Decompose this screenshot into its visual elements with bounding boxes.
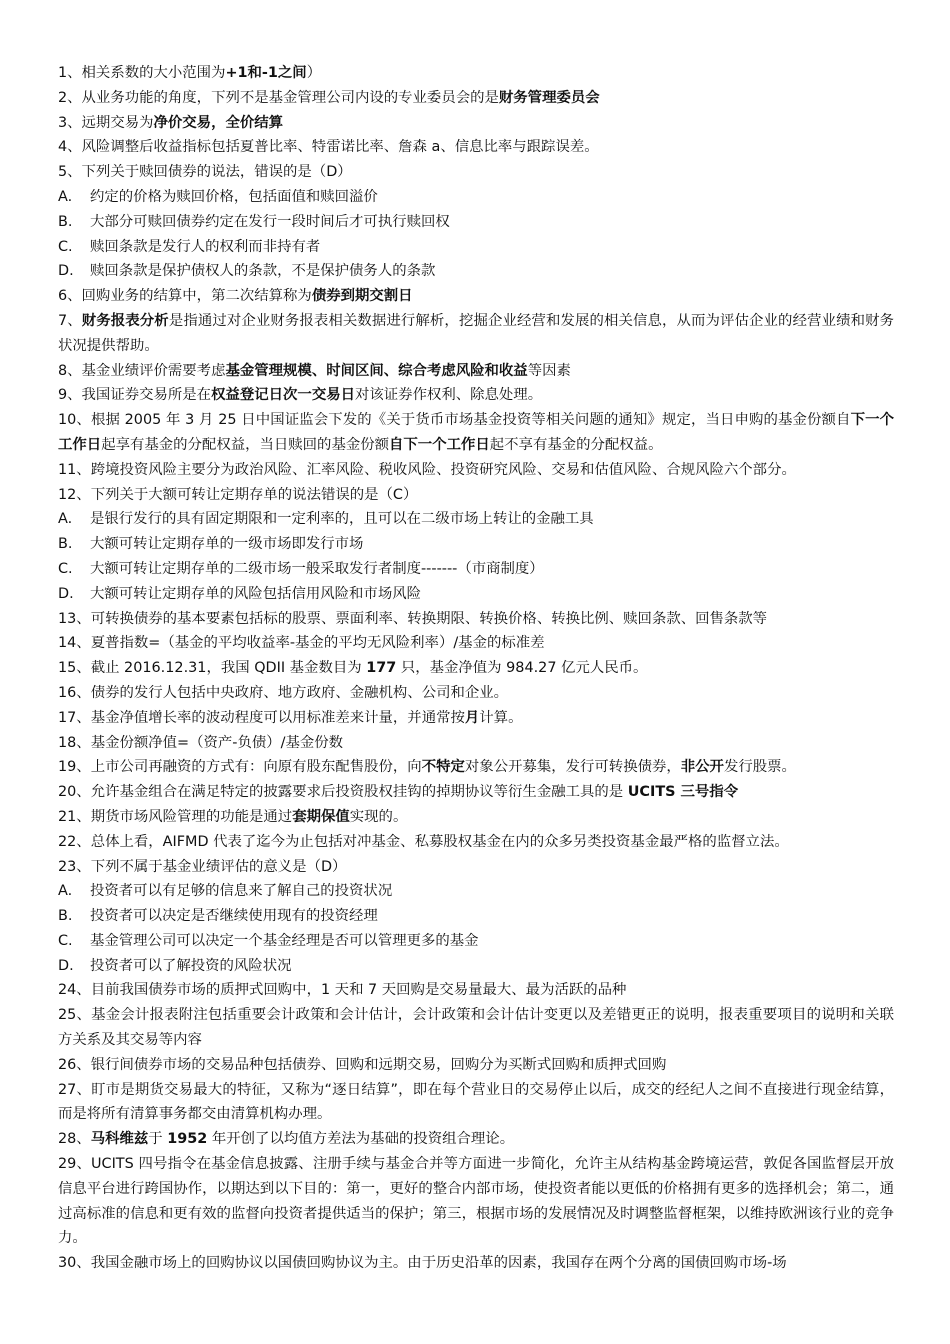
item-14: 14、夏普指数=（基金的平均收益率-基金的平均无风险利率）/基金的标准差 [58, 635, 545, 652]
item-5-option-a: A. 约定的价格为赎回价格，包括面值和赎回溢价 [58, 188, 378, 205]
item-17: 17、基金净值增长率的波动程度可以用标准差来计量，并通常按月计算。 [58, 709, 523, 726]
item-24: 24、目前我国债券市场的质押式回购中，1 天和 7 天回购是交易量最大、最为活跃的品种 [58, 982, 627, 999]
item-2: 2、从业务功能的角度，下列不是基金管理公司内设的专业委员会的是财务管理委员会 [58, 89, 600, 106]
item-5-option-c: C. 赎回条款是发行人的权利而非持有者 [58, 238, 321, 255]
item-21: 21、期货市场风险管理的功能是通过套期保值实现的。 [58, 808, 408, 825]
item-1: 1、相关系数的大小范围为+1和-1之间） [58, 65, 322, 81]
item-23: 23、下列不属于基金业绩评估的意义是（D） [58, 858, 347, 875]
item-4: 4、风险调整后收益指标包括夏普比率、特雷诺比率、詹森 a、信息比率与跟踪误差。 [58, 139, 599, 156]
item-11: 11、跨境投资风险主要分为政治风险、汇率风险、税收风险、投资研究风险、交易和估值风险、合规风险六个部分。 [58, 461, 796, 478]
item-12-option-b: B. 大额可转让定期存单的一级市场即发行市场 [58, 536, 364, 553]
item-26: 26、银行间债券市场的交易品种包括债券、回购和远期交易，回购分为买断式回购和质押式回购 [58, 1056, 667, 1073]
item-15: 15、截止 2016.12.31，我国 QDII 基金数目为 177 只，基金净值为 984.27 亿元人民币。 [58, 660, 648, 677]
item-18: 18、基金份额净值=（资产-负债）/基金份数 [58, 734, 344, 751]
item-23-option-d: D. 投资者可以了解投资的风险状况 [58, 957, 292, 974]
item-3: 3、远期交易为净价交易，全价结算 [58, 114, 284, 131]
item-12-option-a: A. 是银行发行的具有固定期限和一定利率的，且可以在二级市场上转让的金融工具 [58, 511, 594, 528]
item-23-option-c: C. 基金管理公司可以决定一个基金经理是否可以管理更多的基金 [58, 932, 479, 949]
item-27: 27、盯市是期货交易最大的特征，又称为“逐日结算”，即在每个营业日的交易停止以后，成交的经纪人之间不直接进行现金结算，而是将所有清算事务都交由清算机构办理。 [58, 1081, 894, 1123]
item-13: 13、可转换债券的基本要素包括标的股票、票面利率、转换期限、转换价格、转换比例、赎回条款、回售条款等 [58, 610, 768, 627]
item-5-option-d: D. 赎回条款是保护债权人的条款，不是保护债务人的条款 [58, 263, 436, 280]
item-6: 6、回购业务的结算中，第二次结算称为债券到期交割日 [58, 288, 413, 305]
item-28: 28、马科维兹于 1952 年开创了以均值方差法为基础的投资组合理论。 [58, 1131, 515, 1148]
item-9: 9、我国证券交易所是在权益登记日次一交易日对该证券作权利、除息处理。 [58, 387, 543, 404]
item-29: 29、UCITS 四号指令在基金信息披露、注册手续与基金合并等方面进一步简化，允许主从结构基金跨境运营，敦促各国监督层开放信息平台进行跨国协作，以期达到以下目的：第一，更好的整合内部市场，使投资者能以更低的价格拥有更多的选择机会；第二，通过高标准的信息和更有效的监督向投资者提供适当的保护；第三，根据市场的发展情况及时调整监督框架，以维持欧洲该行业的竞争力。 [58, 1156, 894, 1247]
item-19: 19、上市公司再融资的方式有：向原有股东配售股份，向不特定对象公开募集，发行可转换债券，非公开发行股票。 [58, 759, 796, 776]
item-23-option-a: A. 投资者可以有足够的信息来了解自己的投资状况 [58, 883, 393, 900]
item-12-option-c: C. 大额可转让定期存单的二级市场一般采取发行者制度-------（市商制度） [58, 560, 544, 577]
item-30: 30、我国金融市场上的回购协议以国债回购协议为主。由于历史沿革的因素，我国存在两个分离的国债回购市场-场 [58, 1255, 787, 1272]
item-16: 16、债券的发行人包括中央政府、地方政府、金融机构、公司和企业。 [58, 684, 509, 701]
item-7: 7、财务报表分析是指通过对企业财务报表相关数据进行解析，挖掘企业经营和发展的相关信息，从而为评估企业的经营业绩和财务状况提供帮助。 [58, 312, 894, 354]
item-20: 20、允许基金组合在满足特定的披露要求后投资股权挂钩的掉期协议等衍生金融工具的是 UCITS 三号指令 [58, 784, 739, 801]
item-23-option-b: B. 投资者可以决定是否继续使用现有的投资经理 [58, 908, 378, 925]
item-22: 22、总体上看，AIFMD 代表了迄今为止包括对冲基金、私募股权基金在内的众多另类投资基金最严格的监督立法。 [58, 833, 789, 850]
item-12: 12、下列关于大额可转让定期存单的说法错误的是（C） [58, 486, 418, 503]
item-5-option-b: B. 大部分可赎回债券约定在发行一段时间后才可执行赎回权 [58, 213, 450, 230]
item-5: 5、下列关于赎回债券的说法，错误的是（D） [58, 164, 352, 181]
item-12-option-d: D. 大额可转让定期存单的风险包括信用风险和市场风险 [58, 585, 421, 602]
item-8: 8、基金业绩评价需要考虑基金管理规模、时间区间、综合考虑风险和收益等因素 [58, 362, 571, 379]
item-25: 25、基金会计报表附注包括重要会计政策和会计估计，会计政策和会计估计变更以及差错更正的说明，报表重要项目的说明和关联方关系及其交易等内容 [58, 1007, 894, 1049]
item-10: 10、根据 2005 年 3 月 25 日中国证监会下发的《关于货币市场基金投资等相关问题的通知》规定，当日申购的基金份额自下一个工作日起享有基金的分配权益，当日赎回的基金份额自下一个工作日起不享有基金的分配权益。 [58, 412, 894, 453]
